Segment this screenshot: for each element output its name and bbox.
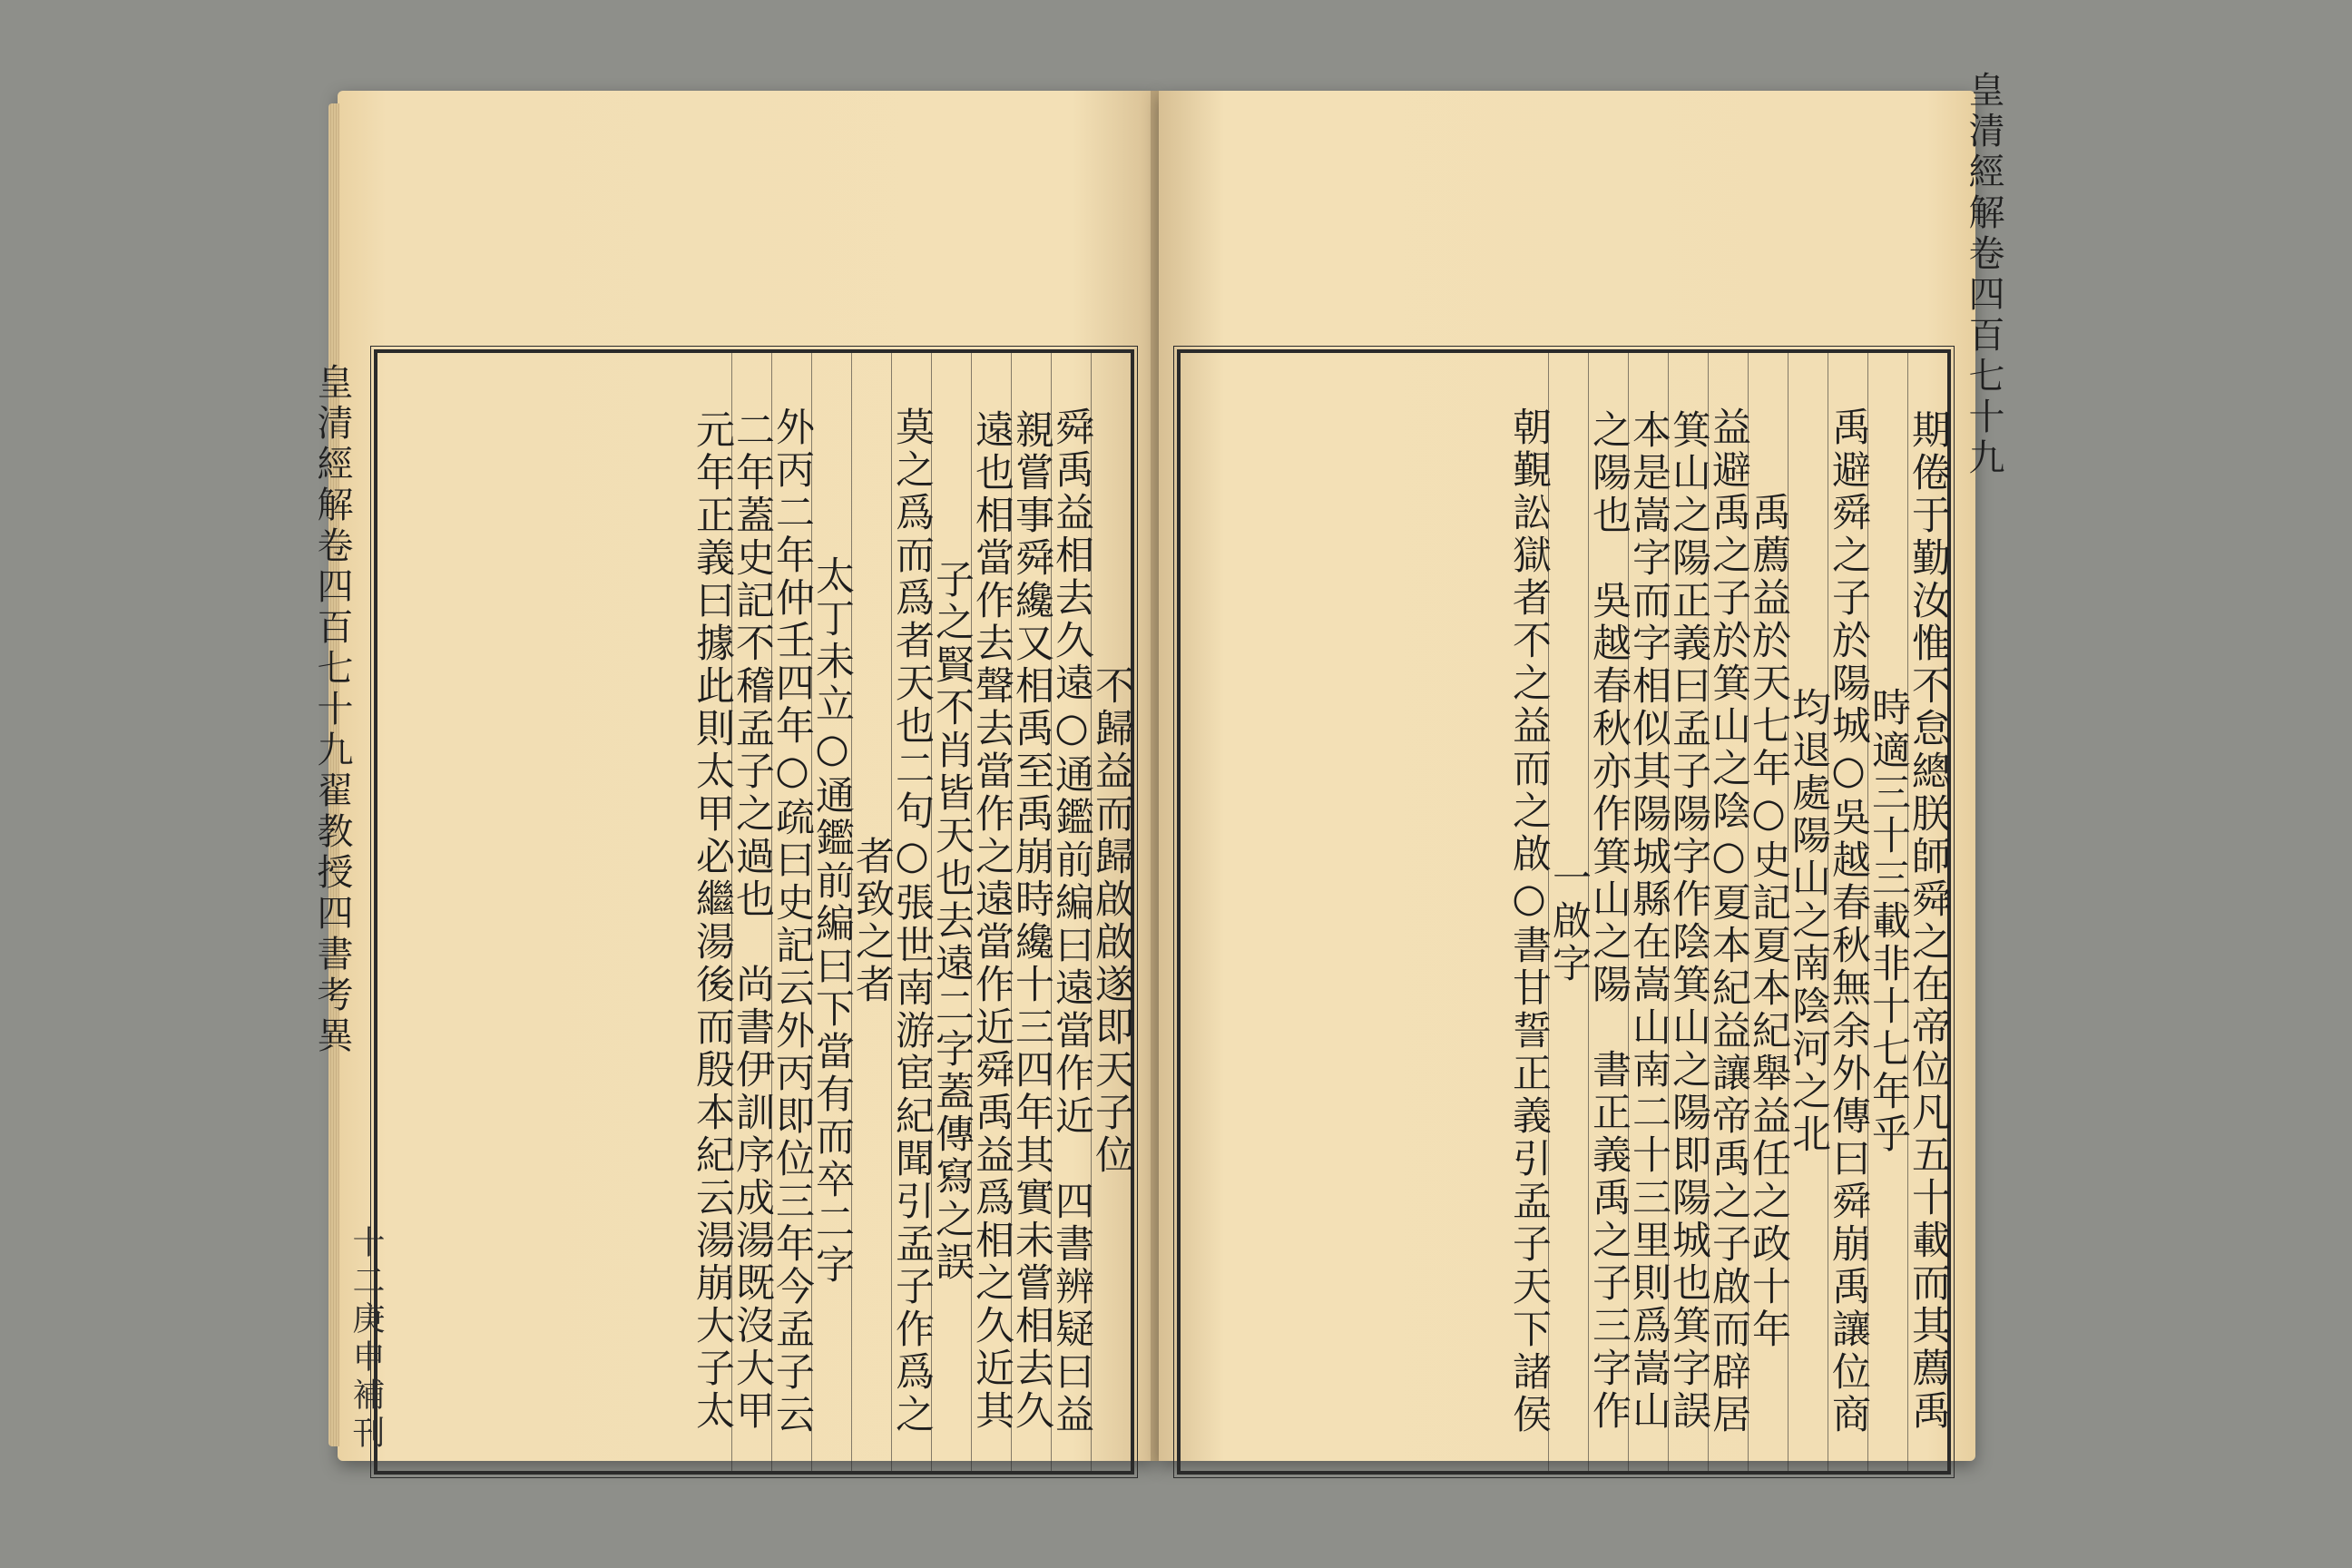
left-page bbox=[311, 91, 1154, 1461]
text-column: 本是嵩字而字相似其陽城縣在嵩山南二十三里則爲嵩山 bbox=[1628, 353, 1668, 1471]
text-column: 時適三十三載非十七年乎 bbox=[1867, 353, 1907, 1471]
text-column: 遠也相當作去聲去當作之遠當作近舜禹益爲相之久近其 bbox=[971, 353, 1011, 1471]
left-margin-title: 皇清經解卷四百七十九翟教授四書考異 bbox=[311, 363, 353, 1057]
text-column: 太丁未立○通鑑前編曰下當有而卒二字 bbox=[811, 353, 851, 1471]
text-column: 外丙二年仲壬四年○疏曰史記云外丙即位三年今孟子云 bbox=[771, 353, 811, 1471]
right-text-frame bbox=[1177, 349, 1951, 1475]
text-column: 莫之爲而爲者天也二句○張世南游宦紀聞引孟子作爲之 bbox=[891, 353, 931, 1471]
left-columns bbox=[377, 353, 1134, 1471]
text-column: 期倦于勤汝惟不怠總朕師舜之在帝位凡五十載而其薦禹 bbox=[1907, 353, 1947, 1471]
right-page bbox=[1159, 71, 2004, 1461]
text-column: 均退處陽山之南陰河之北 bbox=[1788, 353, 1828, 1471]
text-column: 舜禹益相去久遠○通鑑前編曰遠當作近 四書辨疑曰益 bbox=[1051, 353, 1091, 1471]
text-column: 親嘗事舜纔又相禹至禹崩時纔十三四年其實未嘗相去久 bbox=[1011, 353, 1051, 1471]
text-column: 箕山之陽正義曰孟子陽字作陰箕山之陽即陽城也箕字誤 bbox=[1668, 353, 1708, 1471]
text-column: 益避禹之子於箕山之陰○夏本紀益讓帝禹之子啟而辟居 bbox=[1708, 353, 1748, 1471]
text-column: 一啟字 bbox=[1548, 353, 1588, 1471]
open-book bbox=[311, 71, 2004, 1479]
imprint-note: 庚申補刊 bbox=[348, 1301, 385, 1454]
text-column: 禹薦益於天七年○史記夏本紀舉益任之政十年 bbox=[1748, 353, 1788, 1471]
folio-number: 十二 bbox=[348, 1225, 385, 1301]
text-column: 元年正義曰據此則太甲必繼湯後而殷本紀云湯崩大子太 bbox=[690, 409, 735, 1433]
right-margin-title: 皇清經解卷四百七十九 bbox=[1963, 71, 2004, 479]
right-columns bbox=[1181, 353, 1951, 1471]
text-column: 之陽也 吳越春秋亦作箕山之陽 書正義禹之子三字作 bbox=[1588, 353, 1628, 1471]
text-column: 子之賢不肖皆天也去遠二字蓋傳寫之誤 bbox=[931, 353, 971, 1471]
text-column: 朝覲訟獄者不之益而之啟○書甘誓正義引孟子天下諸侯 bbox=[1506, 406, 1552, 1436]
text-column: 者致之者 bbox=[851, 353, 891, 1471]
text-column: 二年蓋史記不稽孟子之過也 尚書伊訓序成湯既沒大甲 bbox=[731, 353, 771, 1471]
text-column: 禹避舜之子於陽城○吳越春秋無余外傳曰舜崩禹讓位商 bbox=[1828, 353, 1867, 1471]
text-column: 不歸益而歸啟啟遂即天子位 bbox=[1091, 353, 1131, 1471]
left-text-frame bbox=[374, 349, 1134, 1475]
